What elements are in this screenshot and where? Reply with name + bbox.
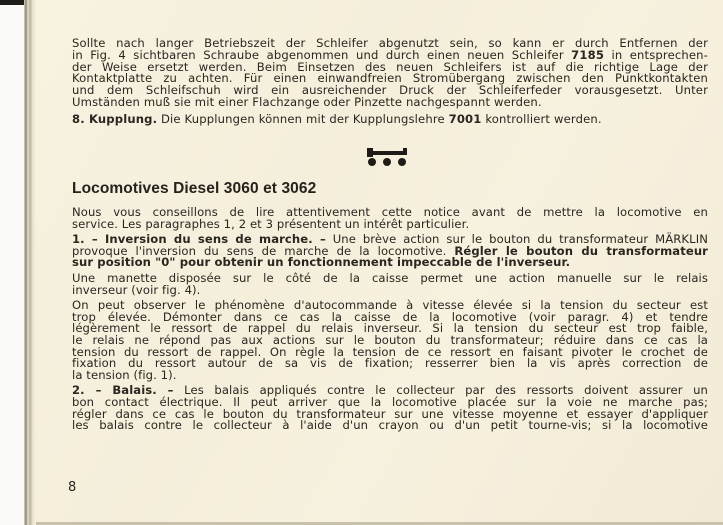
intro-paragraph bbox=[72, 207, 708, 230]
section1-label: 1. – Inversion du sens de marche. – bbox=[72, 232, 326, 247]
text-line: der Weise ersetzt werden. Beim Einsetzen des neuen Schleifers ist auf die richtige Lage der bbox=[72, 59, 708, 74]
text-line bbox=[72, 257, 708, 269]
text-line: Kontaktplatte zu achten. Für einen einwandfreien Stromübergang zwischen den Punktkontakten bbox=[72, 71, 708, 86]
page-spine-edge bbox=[24, 0, 36, 525]
text-line: trop élevée. Démonter dans ce cas la caisse de la locomotive (voir paragr. 4) et tendre bbox=[72, 309, 708, 324]
schleifer-paragraph bbox=[72, 38, 708, 109]
kupplung-label: 8. Kupplung. bbox=[72, 111, 158, 126]
text-line-part: Une brève action sur le bouton du transformateur MÄRKLIN bbox=[325, 232, 708, 247]
kupplung-text: Die Kupplungen können mit der Kupplungslehre bbox=[157, 111, 449, 126]
text-line: Une manette disposée sur le côté de la caisse permet une action manuelle sur le relais bbox=[72, 270, 708, 285]
text-line: régler dans ce cas le bouton du transformateur sur une vitesse moyenne et essayer d'appliquer bbox=[72, 406, 708, 421]
kupplung-paragraph bbox=[72, 111, 708, 126]
text-line: On peut observer le phénomène d'autocommande à vitesse élevée si la tension du secteur est bbox=[72, 298, 708, 313]
manette-paragraph bbox=[72, 270, 708, 297]
text-line: Nous vous conseillons de lire attentivement cette notice avant de mettre la locomotive en bbox=[72, 205, 708, 219]
text-line: la tension (fig. 1). bbox=[72, 367, 177, 382]
text-line: und dem Schleifschuh wird ein ausreichender Druck der Schleiferfeder vorausgesetzt. Unter bbox=[72, 83, 708, 98]
text-line: service. Les paragraphes 1, 2 et 3 présentent un intérêt particulier. bbox=[72, 216, 470, 231]
text-line: bon contact électrique. Il peut arriver que la locomotive placée sur la voie ne marche pas; bbox=[72, 394, 708, 409]
text-line: tension du ressort de rappel. On règle la tension de ce ressort en faisant pivoter le crochet de bbox=[72, 344, 708, 359]
part-number: 7185 bbox=[571, 47, 605, 62]
text-line: inverseur (voir fig. 4). bbox=[72, 282, 201, 297]
section2-label: 2. – Balais. – bbox=[72, 383, 174, 398]
german-section bbox=[72, 38, 708, 130]
text-line-part: in Fig. 4 sichtbaren Schraube abgenommen und durch einen neuen Schleifer bbox=[72, 47, 572, 62]
section-heading: Locomotives Diesel 3060 et 3062 bbox=[72, 180, 317, 197]
kupplung-text-end: kontrolliert werden. bbox=[481, 111, 602, 126]
locomotive-icon bbox=[365, 146, 409, 168]
autocommande-paragraph bbox=[72, 300, 708, 381]
bold-instruction: sur position "0" pour obtenir un fonctionnement impeccable de l'inverseur. bbox=[72, 255, 571, 270]
french-section bbox=[72, 207, 708, 436]
scan-margin bbox=[0, 0, 24, 525]
part-number: 7001 bbox=[448, 111, 482, 126]
page-number: 8 bbox=[68, 480, 77, 495]
text-line: fixation du ressort autour de sa vis de fixation; resserrer bien la vis après correction de bbox=[72, 356, 708, 371]
bold-instruction: Régler le bouton du transformateur bbox=[454, 243, 709, 258]
text-line: légèrement le ressort de rappel du relais inverseur. Si la tension du secteur est trop faible, bbox=[72, 321, 708, 336]
text-line-part: provoque l'inversion du sens de marche de la locomotive. bbox=[72, 243, 455, 258]
balais-paragraph bbox=[72, 385, 708, 431]
text-line: Umständen muß sie mit einer Flachzange oder Pinzette nachgespannt werden. bbox=[72, 94, 542, 109]
text-line-part: in entsprechen- bbox=[604, 47, 708, 62]
text-line: Sollte nach langer Betriebszeit der Schleifer abgenutzt sein, so kann er durch Entfernen der bbox=[72, 36, 708, 50]
text-line: les balais contre le collecteur à l'aide d'un crayon ou d'un petit tourne-vis; si la locomotive bbox=[72, 418, 708, 433]
text-line-part: Les balais appliqués contre le collecteur par des ressorts doivent assurer un bbox=[173, 383, 708, 398]
text-line: le relais ne répond pas aux actions sur le bouton du transformateur; réduire dans ce cas la bbox=[72, 332, 708, 347]
inversion-paragraph bbox=[72, 234, 708, 269]
